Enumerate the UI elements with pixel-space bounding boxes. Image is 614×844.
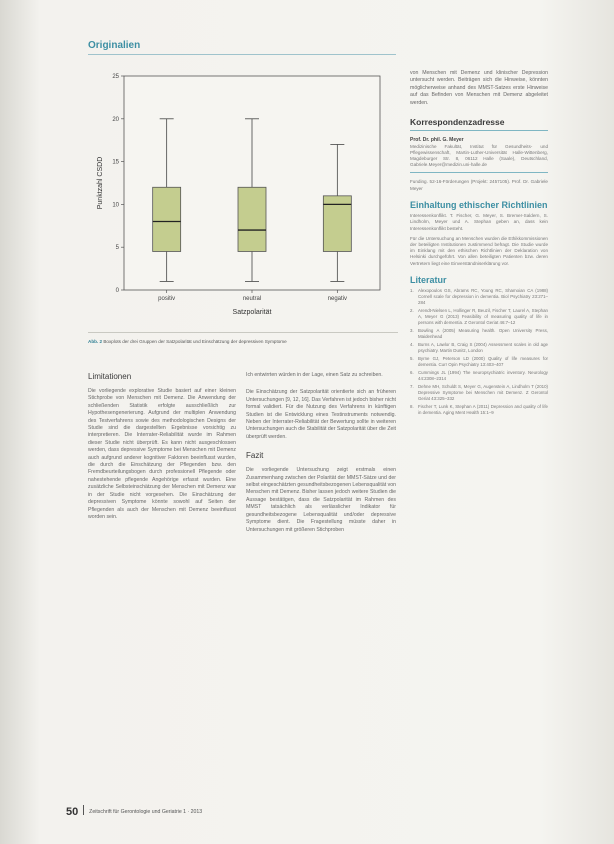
funding-rule [410,172,548,173]
heading-limitationen: Limitationen [88,372,132,381]
footer-divider [83,805,84,815]
header-rule [88,54,396,55]
literature-text: Arendt-Nielsen L, Hollinger R, Beuzil, Fischer T, Laurel A, Stephan A, Meyer G (2013) Feasibility of measuring quality of life in persons with dementia. Z Gerontol Geriat 46:7–12 [418,308,548,326]
correspondence-block [410,137,548,168]
box-positiv [153,187,181,251]
heading-fazit: Fazit [246,451,264,461]
x-axis-label: Satzpolarität [232,309,272,316]
figure-caption [88,339,398,345]
literature-number: 4. [410,342,414,348]
y-tick-label: 25 [112,74,119,80]
section-header: Originalien [88,40,141,51]
funding-text: Funding. 52-16-Förderungen (Projekt: 2457105). Prof. Dr. Gabriele Meyer [410,179,548,191]
literature-item [410,356,548,368]
literature-item [410,370,548,382]
heading-ethics: Einhaltung ethischer Richtlinien [410,199,548,210]
caption-label: Abb. 2 [88,339,103,344]
literature-text: Alexopoulos GS, Abrams RC, Young RC, Shamoian CA (1988) Cornell scale for depression in dementia. Biol Psychiatry 23:271–284 [418,288,548,306]
y-tick-label: 0 [115,288,119,294]
y-tick-label: 5 [115,245,119,252]
literature-item [410,328,548,340]
literature-text: Bowling A (2005) Measuring health. Open University Press, Maidenhead [418,328,548,340]
literature-text: Dehne MH, Schuldt S, Meyer G, Augenstein A, Lindholm T (2010) Depressive Symptome bei Menschen mit Demenz. Z Gerontol Geriat 43:325–332 [418,384,548,402]
paragraph-fazit: Die vorliegende Untersuchung zeigt erstmals einen Zusammenhang zwischen der Polarität der MMST-Sätze und der selbst eingeschätzten gesundheitsbezogenen Lebensqualität von Menschen mit Demenz. Bisher lassen jedoch weitere Studien die Aussage bestätigen, dass die Satzpolarität im Rahmen des MMST tatsächlich als verlässlicher Indikator für gesundheitsbezogene Lebensqualität und/oder depressive Symptome dient. Die Fragestellung müsste daher in Untersuchungen mit größeren Stichproben [246,467,396,533]
literature-item [410,384,548,402]
correspondence-rule [410,130,548,131]
box-neutral [238,187,266,251]
y-axis-label: Punktzahl CSDD [97,156,104,210]
literature-number: 5. [410,356,414,362]
heading-literatur: Literatur [410,274,447,285]
column-left [88,372,236,531]
literature-item [410,288,548,306]
literature-number: 8. [410,404,414,410]
paragraph-continued: von Menschen mit Demenz und klinischer Depression untersucht werden. Beiträgen sich die Hinweise, könnten möglicherweise anhand des MMST-Satzes erste Hinweise auf das Befinden von Menschen mit Demenz abgeleitet werden. [410,70,548,106]
paragraph-limitationen: Die vorliegende explorative Studie basiert auf einer kleinen Stichprobe von Menschen mit Demenz. Die Anwendung der schließenden Statistik erfolgte ausschließlich zur Hypothesengenerierung. Aufgrund der multiplen Anwendung des Testverfahrens sowie des methodologischen Designs der Studie sind die dargestellten Ergebnisse vorsichtig zu interpretieren. Die Interrater-Reliabilität wurde im Rahmen dieser Studie nicht überprüft. Es kann nicht ausgeschlossen werden, dass depressive Symptome bei Menschen mit Demenz auch aufgrund anderer kognitiver Faktoren beeinflusst wurden, die durch die Einschätzung der Pflegenden bzw. den Fremdbeurteilungsbogen durch professionell Pflegende oder nahestehende pflegende Angehörige erfasst wurden. Eine zusätzliche Selbsteinschätzung der Menschen mit Demenz war in der Studie nicht vorgesehen. Die Einschätzung der depressiven Symptome könnte sowohl auf Seiten der Pflegenden als auch der Menschen mit Demenz beeinflusst worden sein. [88,388,236,520]
ethics-text: Interessenkonflikt. T. Fischer, G. Meyer, S. Bremer-Saldern, S. Lindholm, Meyer und A. Stephan geben an, dass kein Interessenkonflikt besteht. [410,213,548,231]
literature-number: 7. [410,384,414,390]
literature-text: Fischer T, Lunk K, Stephan A (2011) Depression and quality of life in dementia. Aging Ment Health 15:1–9 [418,404,548,416]
literature-text: Cummings JL (1994) The neuropsychiatric inventory. Neurology 44:2308–2314 [418,370,548,382]
y-tick-label: 15 [112,159,119,166]
literature-number: 2. [410,308,414,314]
literature-text: Burns A, Lawlor B, Craig S (2004) Assessment scales in old age psychiatry. Martin Dunitz, London [418,342,548,354]
column-middle [246,372,396,544]
journal-name: Zeitschrift für Gerontologie und Geriatrie 1 · 2013 [89,809,203,815]
x-tick-label: positiv [158,296,176,302]
literature-item [410,308,548,326]
x-tick-label: neutral [242,296,262,302]
literature-text: Byrne GJ, Peterson LD (2000) Quality of life measures for dementia. Curr Opin Psychiatry 13:403–407 [418,356,548,368]
page-footer [66,805,202,818]
literature-number: 6. [410,370,414,376]
page-number: 50 [66,806,79,818]
caption-rule [88,332,398,333]
literature-number: 1. [410,288,414,294]
ethics-text-2: Für die Untersuchung an Menschen wurden die Ethikkommissionen der beteiligten Institutionen zustimmend befragt. Die Studie wurde im Einklang mit den ethischen Richtlinien der Deklaration von Helsinki durchgeführt. Von allen beteiligten Patienten bzw. deren Vertretern liegt eine Einverständniserklärung vor. [410,235,548,266]
boxplot-chart [84,66,396,328]
literature-item [410,404,548,416]
y-tick-label: 10 [112,202,119,209]
y-tick-label: 20 [112,116,119,123]
literature-item [410,342,548,354]
heading-correspondence: Korrespondenzadresse [410,117,505,128]
literature-number: 3. [410,328,414,334]
paragraph-polarity: Die Einschätzung der Satzpolarität orientierte sich an früheren Untersuchungen [9, 12, 16]. Das Verfahren ist jedoch bisher nicht formal validiert. Für die Nutzung des Verfahrens in künftigen Studien ist die Entwicklung eines Testinstruments notwendig. Neben der Interrater-Reliabilität der Bewertung sollte in weiteren Untersuchungen auch die Stabilität der Satzpolarität über die Zeit überprüft werden. [246,389,396,440]
x-tick-label: negativ [327,296,348,302]
paragraph-cont: Ich entwirrten würden in der Lage, einen Satz zu schreiben. [246,372,383,378]
literature-list [410,288,548,416]
correspondence-name: Prof. Dr. phil. G. Meyer [410,137,464,144]
column-right [410,70,548,418]
correspondence-address: Medizinische Fakultät, Institut für Gesundheits- und Pflegewissenschaft, Martin-Luther-Universität Halle-Wittenberg, Magdeburger Str. 8, 06112 Halle (Saale), Deutschland, Gabriele.Meyer@medizin.uni-halle.de [410,143,548,168]
chart-svg [84,66,396,328]
caption-text: Boxplots der drei Gruppen der Satzpolarität und Einschätzung der depressiven Symptome [103,339,287,344]
